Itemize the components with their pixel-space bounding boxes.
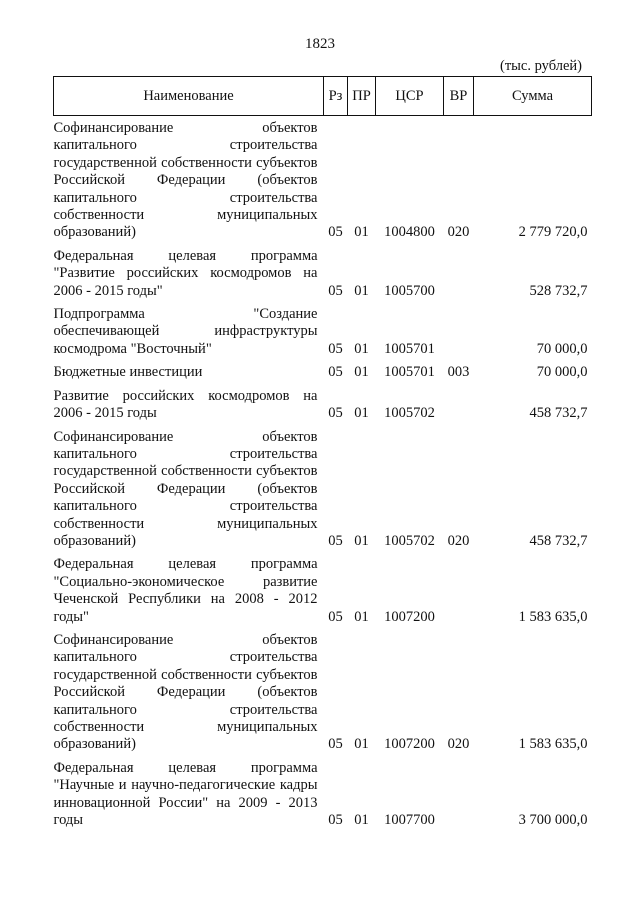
row-sum: 1 583 635,0 [518,608,588,625]
row-vr: 020 [447,224,470,241]
row-pr: 01 [354,364,369,381]
row-csr: 1007200 [384,736,435,753]
header-vr: ВР [444,77,474,116]
row-sum: 1 583 635,0 [518,736,588,753]
row-csr: 1005701 [384,364,435,381]
row-pr: 01 [354,405,369,422]
table-row [54,429,592,551]
row-vr: 020 [447,736,470,753]
row-pr: 01 [354,812,369,829]
row-rz: 05 [328,224,343,241]
header-rz: Рз [324,77,348,116]
row-sum: 2 779 720,0 [518,224,588,241]
row-vr [444,556,474,626]
row-sum: 528 732,7 [529,282,588,299]
header-sum: Сумма [474,77,592,116]
row-csr: 1005702 [384,405,435,422]
row-rz: 05 [328,736,343,753]
row-name: Федеральная целевая программа "Социально-экономическое развитие Чеченской Республики на 2008 - 2012 годы" [53,556,318,625]
table-row [54,116,592,242]
page-number: 1823 [305,36,335,52]
row-pr: 01 [354,736,369,753]
row-name: Софинансирование объектов капитального строительства государственной собственности субъектов Российской Федерации (объектов капитального строительства собственности муниципальных образований) [53,631,318,753]
row-name: Софинансирование объектов капитального строительства государственной собственности субъектов Российской Федерации (объектов капитального строительства собственности муниципальных образований) [53,428,318,549]
row-rz: 05 [328,532,343,549]
row-name: Федеральная целевая программа "Развитие российских космодромов на 2006 - 2015 годы" [53,247,318,299]
table-row [54,364,592,381]
row-sum: 70 000,0 [536,340,588,357]
row-name: Софинансирование объектов капитального строительства государственной собственности субъектов Российской Федерации (объектов капитального строительства собственности муниципальных образований) [53,120,318,241]
row-csr: 1005701 [384,340,435,357]
row-pr: 01 [354,608,369,625]
row-name: Бюджетные инвестиции [53,364,203,381]
row-sum: 70 000,0 [536,364,588,381]
row-vr: 003 [447,364,470,381]
row-sum: 458 732,7 [529,405,588,422]
row-sum: 458 732,7 [529,532,588,549]
row-rz: 05 [328,405,343,422]
row-rz: 05 [328,812,343,829]
row-pr: 01 [354,532,369,549]
header-name: Наименование [54,77,324,116]
row-sum: 3 700 000,0 [518,812,588,829]
row-rz: 05 [328,340,343,357]
table-header-row [54,77,592,116]
row-rz: 05 [328,364,343,381]
row-pr: 01 [354,340,369,357]
row-csr: 1007700 [384,812,435,829]
table-row [54,388,592,423]
row-csr: 1005702 [384,532,435,549]
row-rz: 05 [328,282,343,299]
row-csr: 1004800 [384,224,435,241]
row-name: Развитие российских космодромов на 2006 - 2015 годы [53,387,318,422]
table-row [54,306,592,358]
budget-table [53,76,592,829]
row-pr: 01 [354,282,369,299]
header-pr: ПР [348,77,376,116]
table-row [54,632,592,754]
row-vr [444,388,474,423]
table-row [54,556,592,626]
row-name: Федеральная целевая программа "Научные и научно-педагогические кадры инновационной России" на 2009 - 2013 годы [53,759,318,829]
header-csr: ЦСР [376,77,444,116]
row-csr: 1007200 [384,608,435,625]
row-rz: 05 [328,608,343,625]
row-vr [444,248,474,300]
row-csr: 1005700 [384,282,435,299]
row-name: Подпрограмма "Создание обеспечивающей инфраструктуры космодрома "Восточный" [53,306,318,357]
table-row [54,248,592,300]
row-vr [444,760,474,830]
table-row [54,760,592,830]
row-vr: 020 [447,532,470,549]
row-pr: 01 [354,224,369,241]
units-label: (тыс. рублей) [500,58,582,74]
row-vr [444,306,474,358]
